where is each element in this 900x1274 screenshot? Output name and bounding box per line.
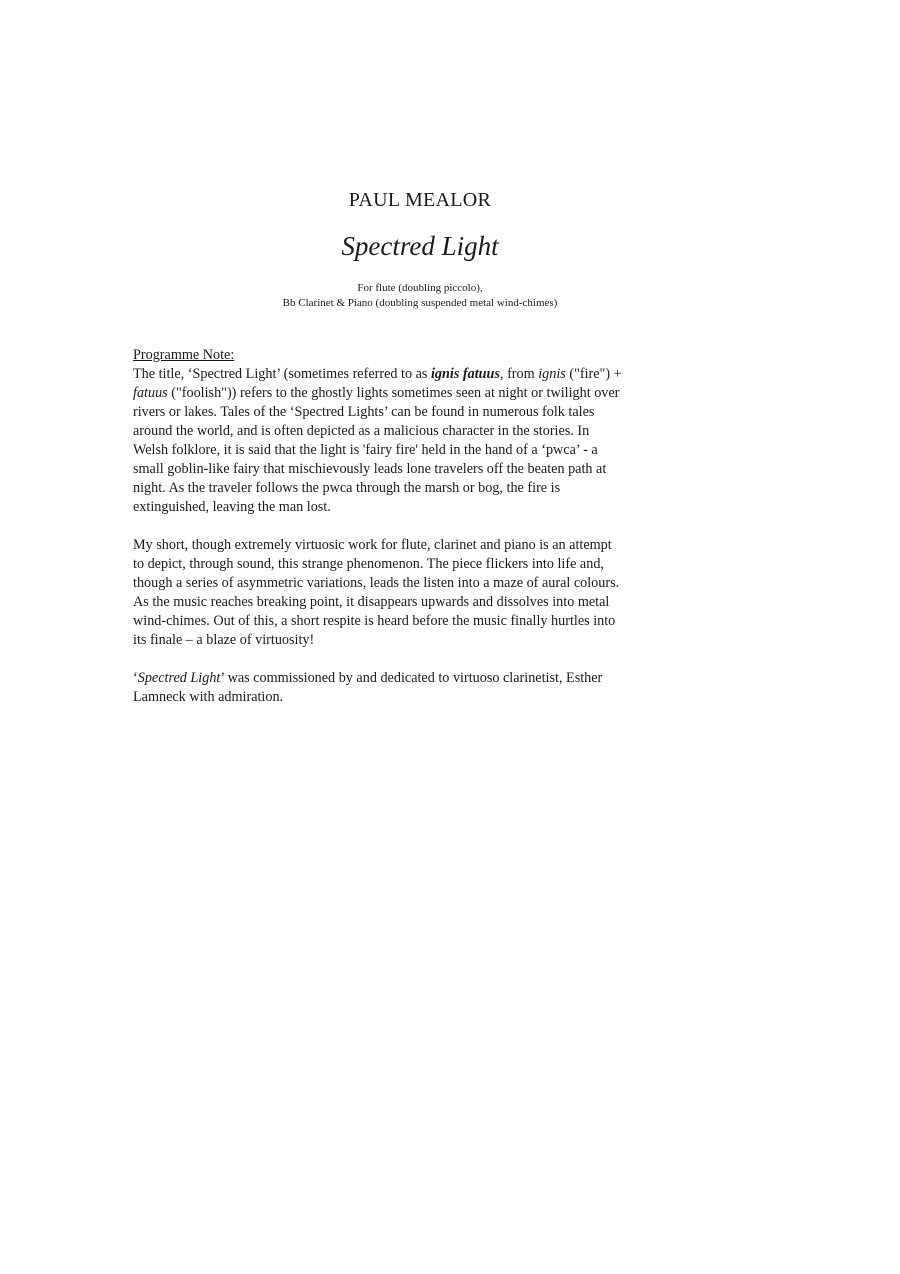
text-line: to depict, through sound, this strange phenomenon. The piece flickers into life and, bbox=[133, 556, 604, 572]
italic-term: Spectred Light bbox=[137, 670, 221, 686]
work-title: Spectred Light bbox=[341, 231, 499, 261]
text-span: , from bbox=[499, 366, 539, 382]
instrumentation-line: For flute (doubling piccolo), bbox=[357, 282, 483, 294]
programme-note-heading: Programme Note: bbox=[133, 347, 235, 363]
programme-note bbox=[133, 346, 711, 707]
text-span: ("fire") + bbox=[565, 366, 622, 382]
paragraph-gap bbox=[133, 517, 711, 536]
text-line bbox=[133, 384, 711, 403]
text-line: rivers or lakes. Tales of the ‘Spectred Lights’ can be found in numerous folk tales bbox=[133, 404, 595, 420]
text-line: Welsh folklore, it is said that the light is 'fairy fire' held in the hand of a ‘pwca’ - a bbox=[133, 442, 598, 458]
text-line: though a series of asymmetric variations, leads the listen into a maze of aural colours. bbox=[133, 575, 620, 591]
instrumentation bbox=[0, 281, 840, 311]
text-line: Lamneck with admiration. bbox=[133, 689, 284, 705]
text-line bbox=[133, 669, 711, 688]
text-line: As the music reaches breaking point, it disappears upwards and dissolves into metal bbox=[133, 594, 610, 610]
text-span: ‘ bbox=[133, 670, 138, 686]
paragraph-1 bbox=[133, 365, 711, 517]
paragraph-3 bbox=[133, 669, 711, 707]
text-line: around the world, and is often depicted as a malicious character in the stories. In bbox=[133, 423, 590, 439]
text-span: The title, ‘Spectred Light’ (sometimes referred to as bbox=[133, 366, 431, 382]
text-line: small goblin-like fairy that mischievously leads lone travelers off the beaten path at bbox=[133, 461, 607, 477]
italic-term: fatuus bbox=[133, 385, 168, 401]
composer-name: PAUL MEALOR bbox=[348, 189, 492, 211]
italic-term: ignis bbox=[538, 366, 566, 382]
text-line: wind-chimes. Out of this, a short respite is heard before the music finally hurtles into bbox=[133, 613, 616, 629]
instrumentation-line: Bb Clarinet & Piano (doubling suspended metal wind-chimes) bbox=[282, 297, 558, 309]
text-line: extinguished, leaving the man lost. bbox=[133, 499, 331, 515]
text-line: night. As the traveler follows the pwca through the marsh or bog, the fire is bbox=[133, 480, 561, 496]
paragraph-gap bbox=[133, 650, 711, 669]
text-span: ’ was commissioned by and dedicated to virtuoso clarinetist, Esther bbox=[220, 670, 603, 686]
paragraph-2 bbox=[133, 536, 711, 650]
text-line: My short, though extremely virtuosic work for flute, clarinet and piano is an attempt bbox=[133, 537, 612, 553]
text-line: its finale – a blaze of virtuosity! bbox=[133, 632, 315, 648]
text-span: ("foolish")) refers to the ghostly lights sometimes seen at night or twilight over bbox=[167, 385, 620, 401]
italic-term: ignis fatuus bbox=[430, 366, 500, 382]
text-line bbox=[133, 365, 711, 384]
